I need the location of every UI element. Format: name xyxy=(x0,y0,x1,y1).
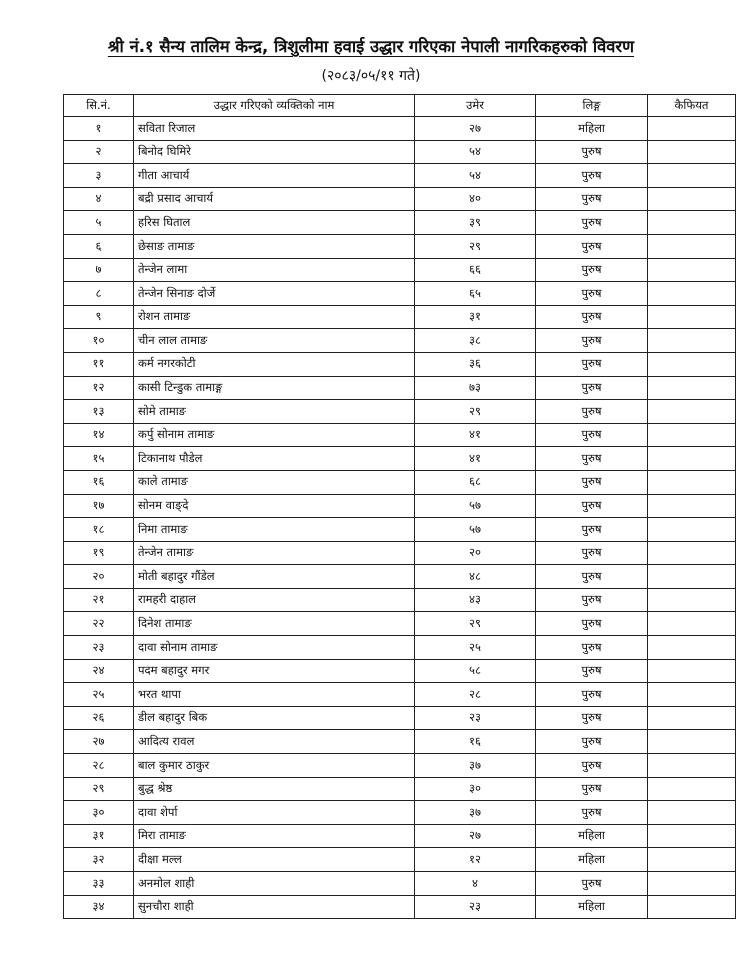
name-cell: मिरा तामाङ xyxy=(134,824,415,848)
gender-cell: पुरुष xyxy=(536,447,648,471)
age-cell: ५४ xyxy=(415,140,536,164)
serial-cell: १९ xyxy=(64,541,134,565)
table-row xyxy=(64,777,736,801)
remarks-cell xyxy=(648,824,736,848)
table-row xyxy=(64,329,736,353)
table-row xyxy=(64,895,736,919)
age-cell: १२ xyxy=(415,848,536,872)
remarks-cell xyxy=(648,305,736,329)
serial-cell: १७ xyxy=(64,494,134,518)
gender-cell: पुरुष xyxy=(536,400,648,424)
table-row xyxy=(64,730,736,754)
header-name: उद्धार गरिएको व्यक्तिको नाम xyxy=(134,95,415,117)
name-cell: भरत थापा xyxy=(134,683,415,707)
age-cell: २९ xyxy=(415,234,536,258)
remarks-cell xyxy=(648,872,736,896)
table-row xyxy=(64,187,736,211)
remarks-cell xyxy=(648,848,736,872)
remarks-cell xyxy=(648,187,736,211)
table-row xyxy=(64,659,736,683)
serial-cell: १४ xyxy=(64,423,134,447)
gender-cell: पुरुष xyxy=(536,801,648,825)
gender-cell: पुरुष xyxy=(536,588,648,612)
age-cell: ४८ xyxy=(415,565,536,589)
gender-cell: महिला xyxy=(536,848,648,872)
gender-cell: पुरुष xyxy=(536,659,648,683)
age-cell: ४१ xyxy=(415,447,536,471)
table-row xyxy=(64,305,736,329)
gender-cell: पुरुष xyxy=(536,329,648,353)
serial-cell: ६ xyxy=(64,234,134,258)
gender-cell: पुरुष xyxy=(536,282,648,306)
serial-cell: २९ xyxy=(64,777,134,801)
age-cell: ६८ xyxy=(415,470,536,494)
remarks-cell xyxy=(648,754,736,778)
serial-cell: ३१ xyxy=(64,824,134,848)
gender-cell: पुरुष xyxy=(536,140,648,164)
serial-cell: १६ xyxy=(64,470,134,494)
age-cell: २८ xyxy=(415,683,536,707)
name-cell: हरिस घिताल xyxy=(134,211,415,235)
age-cell: ६५ xyxy=(415,282,536,306)
document-title xyxy=(0,34,742,57)
remarks-cell xyxy=(648,494,736,518)
table-row xyxy=(64,400,736,424)
remarks-cell xyxy=(648,730,736,754)
rescued-persons-table xyxy=(63,94,736,919)
age-cell: ३६ xyxy=(415,352,536,376)
header-age: उमेर xyxy=(415,95,536,117)
name-cell: सोनम वाङ्दे xyxy=(134,494,415,518)
gender-cell: पुरुष xyxy=(536,683,648,707)
name-cell: सोमे तामाङ xyxy=(134,400,415,424)
gender-cell: महिला xyxy=(536,824,648,848)
table-row xyxy=(64,706,736,730)
table-row xyxy=(64,683,736,707)
age-cell: २३ xyxy=(415,895,536,919)
age-cell: २३ xyxy=(415,706,536,730)
serial-cell: ३४ xyxy=(64,895,134,919)
serial-cell: २६ xyxy=(64,706,134,730)
name-cell: टिकानाथ पौडेल xyxy=(134,447,415,471)
table-row xyxy=(64,234,736,258)
gender-cell: पुरुष xyxy=(536,636,648,660)
document-title-text: श्री नं.१ सैन्य तालिम केन्द्र, त्रिशुलीमा हवाई उद्धार गरिएका नेपाली नागरिकहरुको विवरण xyxy=(107,37,635,56)
gender-cell: पुरुष xyxy=(536,211,648,235)
name-cell: डील बहादुर बिक xyxy=(134,706,415,730)
gender-cell: महिला xyxy=(536,895,648,919)
serial-cell: ३३ xyxy=(64,872,134,896)
table-row xyxy=(64,164,736,188)
header-serial: सि.नं. xyxy=(64,95,134,117)
serial-cell: २२ xyxy=(64,612,134,636)
age-cell: ३९ xyxy=(415,211,536,235)
remarks-cell xyxy=(648,518,736,542)
remarks-cell xyxy=(648,282,736,306)
gender-cell: पुरुष xyxy=(536,518,648,542)
serial-cell: १५ xyxy=(64,447,134,471)
name-cell: रोशन तामाङ xyxy=(134,305,415,329)
gender-cell: पुरुष xyxy=(536,423,648,447)
table-row xyxy=(64,801,736,825)
serial-cell: ८ xyxy=(64,282,134,306)
serial-cell: २१ xyxy=(64,588,134,612)
age-cell: २९ xyxy=(415,400,536,424)
table-row xyxy=(64,588,736,612)
remarks-cell xyxy=(648,541,736,565)
serial-cell: २० xyxy=(64,565,134,589)
serial-cell: १३ xyxy=(64,400,134,424)
remarks-cell xyxy=(648,234,736,258)
serial-cell: २३ xyxy=(64,636,134,660)
name-cell: पदम बहादुर मगर xyxy=(134,659,415,683)
serial-cell: १ xyxy=(64,117,134,141)
serial-cell: ३२ xyxy=(64,848,134,872)
remarks-cell xyxy=(648,211,736,235)
age-cell: २७ xyxy=(415,824,536,848)
remarks-cell xyxy=(648,140,736,164)
table-row xyxy=(64,258,736,282)
name-cell: काले तामाङ xyxy=(134,470,415,494)
gender-cell: पुरुष xyxy=(536,565,648,589)
table-row xyxy=(64,117,736,141)
remarks-cell xyxy=(648,352,736,376)
table-row xyxy=(64,494,736,518)
remarks-cell xyxy=(648,329,736,353)
age-cell: ५४ xyxy=(415,164,536,188)
serial-cell: १२ xyxy=(64,376,134,400)
serial-cell: ७ xyxy=(64,258,134,282)
table-row xyxy=(64,282,736,306)
name-cell: तेन्जेन लामा xyxy=(134,258,415,282)
gender-cell: पुरुष xyxy=(536,777,648,801)
gender-cell: पुरुष xyxy=(536,187,648,211)
name-cell: दावा सोनाम तामाङ xyxy=(134,636,415,660)
remarks-cell xyxy=(648,400,736,424)
age-cell: ३८ xyxy=(415,329,536,353)
age-cell: २० xyxy=(415,541,536,565)
serial-cell: २८ xyxy=(64,754,134,778)
remarks-cell xyxy=(648,376,736,400)
age-cell: ४ xyxy=(415,872,536,896)
serial-cell: ३० xyxy=(64,801,134,825)
serial-cell: ४ xyxy=(64,187,134,211)
table-row xyxy=(64,824,736,848)
name-cell: अनमोल शाही xyxy=(134,872,415,896)
age-cell: २७ xyxy=(415,117,536,141)
age-cell: ५८ xyxy=(415,659,536,683)
document-date: (२०८३/०५/११ गते) xyxy=(321,68,421,84)
name-cell: आदित्य रावल xyxy=(134,730,415,754)
name-cell: बाल कुमार ठाकुर xyxy=(134,754,415,778)
name-cell: रामहरी दाहाल xyxy=(134,588,415,612)
table-row xyxy=(64,470,736,494)
remarks-cell xyxy=(648,588,736,612)
gender-cell: पुरुष xyxy=(536,376,648,400)
gender-cell: पुरुष xyxy=(536,352,648,376)
age-cell: ७३ xyxy=(415,376,536,400)
table-row xyxy=(64,754,736,778)
remarks-cell xyxy=(648,706,736,730)
gender-cell: पुरुष xyxy=(536,612,648,636)
header-remarks: कैफियत xyxy=(648,95,736,117)
gender-cell: पुरुष xyxy=(536,164,648,188)
remarks-cell xyxy=(648,801,736,825)
remarks-cell xyxy=(648,636,736,660)
serial-cell: १८ xyxy=(64,518,134,542)
name-cell: दीक्षा मल्ल xyxy=(134,848,415,872)
age-cell: २५ xyxy=(415,636,536,660)
name-cell: बद्री प्रसाद आचार्य xyxy=(134,187,415,211)
age-cell: ४१ xyxy=(415,423,536,447)
table-row xyxy=(64,518,736,542)
age-cell: ३० xyxy=(415,777,536,801)
age-cell: १६ xyxy=(415,730,536,754)
age-cell: ६६ xyxy=(415,258,536,282)
remarks-cell xyxy=(648,258,736,282)
table-row xyxy=(64,211,736,235)
name-cell: दावा शेर्पा xyxy=(134,801,415,825)
table-row xyxy=(64,423,736,447)
name-cell: कर्म नगरकोटी xyxy=(134,352,415,376)
age-cell: ५७ xyxy=(415,518,536,542)
serial-cell: ३ xyxy=(64,164,134,188)
remarks-cell xyxy=(648,895,736,919)
serial-cell: २७ xyxy=(64,730,134,754)
age-cell: ३१ xyxy=(415,305,536,329)
gender-cell: पुरुष xyxy=(536,754,648,778)
remarks-cell xyxy=(648,164,736,188)
name-cell: बुद्ध श्रेष्ठ xyxy=(134,777,415,801)
remarks-cell xyxy=(648,659,736,683)
name-cell: निमा तामाङ xyxy=(134,518,415,542)
name-cell: तेन्जेन तामाङ xyxy=(134,541,415,565)
name-cell: मोती बहादुर गौंडेल xyxy=(134,565,415,589)
serial-cell: ९ xyxy=(64,305,134,329)
name-cell: तेन्जेन सिनाङ दोर्जे xyxy=(134,282,415,306)
serial-cell: ११ xyxy=(64,352,134,376)
serial-cell: ५ xyxy=(64,211,134,235)
gender-cell: पुरुष xyxy=(536,541,648,565)
table-row xyxy=(64,565,736,589)
age-cell: ३७ xyxy=(415,754,536,778)
table-row xyxy=(64,376,736,400)
name-cell: कर्पु सोनाम तामाङ xyxy=(134,423,415,447)
age-cell: ४३ xyxy=(415,588,536,612)
table-row xyxy=(64,848,736,872)
remarks-cell xyxy=(648,565,736,589)
name-cell: कासी टिन्डुक तामाङ्ग xyxy=(134,376,415,400)
serial-cell: २५ xyxy=(64,683,134,707)
name-cell: बिनोद घिमिरे xyxy=(134,140,415,164)
remarks-cell xyxy=(648,423,736,447)
remarks-cell xyxy=(648,777,736,801)
gender-cell: पुरुष xyxy=(536,234,648,258)
name-cell: गीता आचार्य xyxy=(134,164,415,188)
table-row xyxy=(64,872,736,896)
table-row xyxy=(64,612,736,636)
age-cell: ५७ xyxy=(415,494,536,518)
age-cell: २९ xyxy=(415,612,536,636)
table-row xyxy=(64,352,736,376)
remarks-cell xyxy=(648,683,736,707)
name-cell: छेसाङ तामाङ xyxy=(134,234,415,258)
serial-cell: २४ xyxy=(64,659,134,683)
table-row xyxy=(64,447,736,471)
gender-cell: पुरुष xyxy=(536,730,648,754)
table-row xyxy=(64,636,736,660)
remarks-cell xyxy=(648,117,736,141)
remarks-cell xyxy=(648,447,736,471)
age-cell: ३७ xyxy=(415,801,536,825)
gender-cell: पुरुष xyxy=(536,470,648,494)
table-row xyxy=(64,541,736,565)
name-cell: दिनेश तामाङ xyxy=(134,612,415,636)
remarks-cell xyxy=(648,470,736,494)
gender-cell: पुरुष xyxy=(536,706,648,730)
table-row xyxy=(64,140,736,164)
gender-cell: महिला xyxy=(536,117,648,141)
gender-cell: पुरुष xyxy=(536,258,648,282)
header-gender: लिङ्ग xyxy=(536,95,648,117)
name-cell: चीन लाल तामाङ xyxy=(134,329,415,353)
gender-cell: पुरुष xyxy=(536,872,648,896)
serial-cell: १० xyxy=(64,329,134,353)
age-cell: ४० xyxy=(415,187,536,211)
remarks-cell xyxy=(648,612,736,636)
serial-cell: २ xyxy=(64,140,134,164)
name-cell: सुनचौरा शाही xyxy=(134,895,415,919)
gender-cell: पुरुष xyxy=(536,305,648,329)
table-header-row xyxy=(64,95,736,117)
name-cell: सविता रिजाल xyxy=(134,117,415,141)
gender-cell: पुरुष xyxy=(536,494,648,518)
